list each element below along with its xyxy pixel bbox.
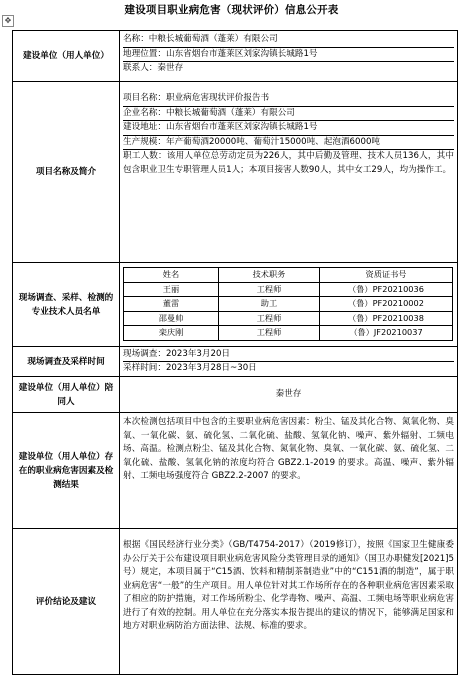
unit-name: 名称：中粮长城葡萄酒（蓬莱）有限公司	[123, 33, 454, 48]
table-row	[124, 297, 453, 312]
hazards-text: 本次检测包括项目中包含的主要职业病危害因素：粉尘、锰及其化合物、氮氧化物、臭氧、一氧化碳、氨、硫化氢、二氧化硫、盐酸、氢氧化钠、噪声、紫外辐射、工频电场、高温。检测点粉尘、锰及其化合物、氮氧化物、臭氧、一氧化碳、氨、硫化氢、二氧化硫、盐酸、氢氧化钠的浓度均符合 GBZ2.1-2019 的要求。高温、噪声、紫外辐射、工频电场强度符合 GBZ2.2-2007 的要求。	[123, 417, 454, 481]
staff-name: 董雷	[124, 297, 219, 312]
table-row	[124, 311, 453, 326]
table-row	[124, 326, 453, 341]
row-hazards-label: 建设单位（用人单位）存在的职业病危害因素及检测结果	[13, 413, 120, 528]
row-conclusion	[13, 529, 457, 674]
staff-title: 工程师	[219, 326, 320, 341]
row-unit-content	[120, 31, 457, 81]
header-cert: 资质证书号	[320, 268, 453, 283]
staff-name: 王丽	[124, 282, 219, 297]
staff-cert: （鲁）PF20210036	[320, 282, 453, 297]
row-companion-label: 建设单位（用人单位）陪同人	[13, 377, 120, 412]
row-companion-content	[120, 377, 457, 412]
staff-title: 工程师	[219, 282, 320, 297]
row-unit	[13, 31, 457, 82]
header-title: 技术职务	[219, 268, 320, 283]
row-conclusion-content	[120, 529, 457, 674]
conclusion-text: 根据《国民经济行业分类》（GB/T4754-2017）（2019修订），按照《国家卫生健康委办公厅关于公布建设项目职业病危害风险分类管理目录的通知》（国卫办职健发[2021]5号）规定，本项目属于“C15酒、饮料和精制茶制造业”中的“C151酒的制造”，属于职业病危害“一般”的生产项目。用人单位针对其工作场所存在的各种职业病危害因素采取了相应的防护措施，对工作场所粉尘、化学毒物、噪声、高温、工频电场等职业病危害进行了有效的控制。用人单位在充分落实本报告提出的建议的情况下，能够满足国家和地方对职业病防治方面法律、法规、标准的要求。	[123, 540, 454, 631]
row-project	[13, 82, 457, 263]
row-unit-label: 建设单位（用人单位）	[13, 31, 120, 81]
row-hazards	[13, 413, 457, 529]
row-staff-label: 现场调查、采样、检测的专业技术人员名单	[13, 263, 120, 346]
row-survey-time-label: 现场调查及采样时间	[13, 347, 120, 376]
staff-title: 工程师	[219, 311, 320, 326]
row-companion	[13, 377, 457, 413]
staff-title: 助工	[219, 297, 320, 312]
header-name: 姓名	[124, 268, 219, 283]
table-move-handle-icon[interactable]: ✥	[2, 15, 14, 27]
staff-name: 栾庆刚	[124, 326, 219, 341]
table-row	[124, 282, 453, 297]
sampling-date: 采样时间：2023年3月28日~30日	[123, 363, 257, 373]
staff-header-row	[124, 268, 453, 283]
unit-address: 地理位置：山东省烟台市蓬莱区刘家沟镇长城路1号	[123, 48, 454, 63]
row-survey-time	[13, 347, 457, 377]
staff-cert: （鲁）PF20210038	[320, 311, 453, 326]
document-title: 建设项目职业病危害（现状评价）信息公开表	[124, 4, 339, 16]
staff-cert: （鲁）JF20210037	[320, 326, 453, 341]
unit-contact: 联系人：秦世存	[123, 63, 184, 73]
row-conclusion-label: 评价结论及建议	[13, 529, 120, 674]
row-project-label: 项目名称及简介	[13, 82, 120, 262]
row-staff-content	[120, 263, 457, 346]
project-name: 项目名称：职业病危害现状评价报告书	[123, 92, 454, 107]
companion-name: 秦世存	[275, 388, 302, 399]
company-name: 企业名称：中粮长城葡萄酒（蓬莱）有限公司	[123, 107, 454, 122]
staff-name: 邵曼帅	[124, 311, 219, 326]
staff-count: 职工人数：该用人单位总劳动定员为226人，其中后勤及管理、技术人员136人，其中包含职业卫生专职管理人员1人；本项目接害人数90人，其中女工29人，均为操作工。	[123, 151, 454, 175]
production-scale: 生产规模：年产葡萄酒20000吨、葡萄汁15000吨、起泡酒6000吨	[123, 136, 454, 151]
info-table	[12, 30, 458, 675]
row-staff	[13, 263, 457, 347]
row-project-content	[120, 82, 457, 262]
row-hazards-content	[120, 413, 457, 528]
staff-table	[123, 267, 453, 341]
row-survey-time-content	[120, 347, 457, 376]
project-address: 建设地址：山东省烟台市蓬莱区刘家沟镇长城路1号	[123, 121, 454, 136]
survey-date: 现场调查：2023年3月20日	[123, 348, 454, 362]
staff-cert: （鲁）PF20210002	[320, 297, 453, 312]
